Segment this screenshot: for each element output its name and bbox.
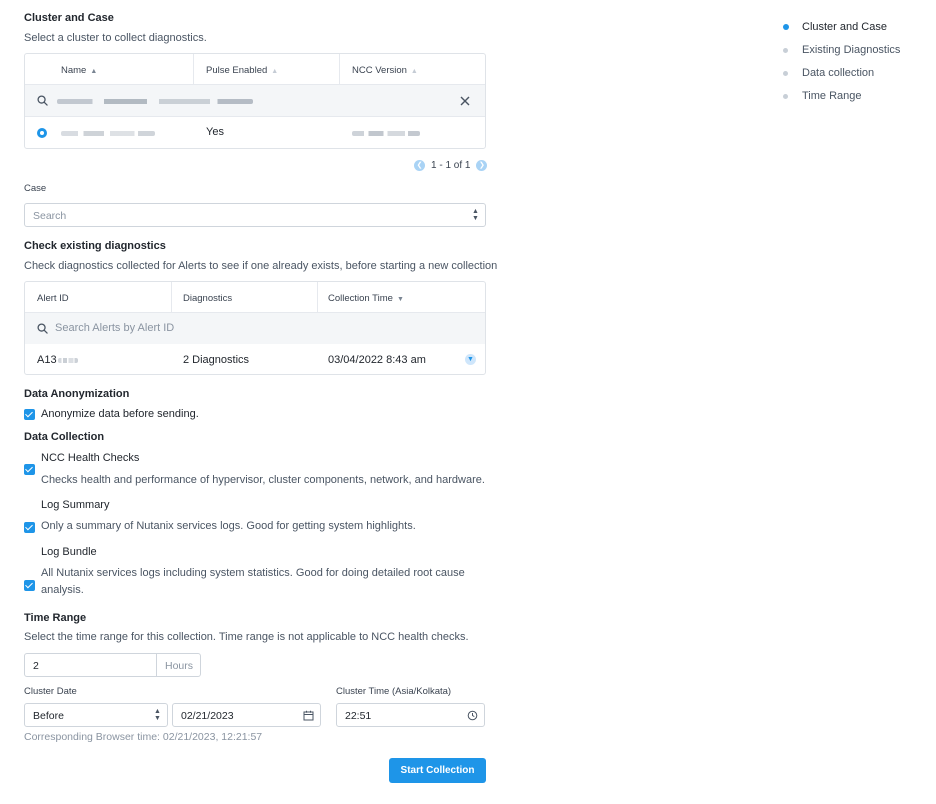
ncc-health-checks-label: NCC Health Checks (41, 452, 140, 464)
section-title-data-collection: Data Collection (24, 431, 105, 443)
section-title-existing: Check existing diagnostics (24, 240, 166, 252)
ncc-health-checks-desc: Checks health and performance of hypervisor, cluster components, network, and hardware. (41, 474, 485, 486)
sort-desc-icon: ▼ (396, 296, 404, 303)
cluster-date-label: Cluster Date (24, 686, 77, 697)
column-divider (193, 54, 194, 85)
column-header-diagnostics[interactable]: Diagnostics (183, 293, 233, 304)
column-header-name[interactable]: Name ▲ (61, 65, 98, 76)
cluster-time-input[interactable] (336, 703, 485, 727)
pagination-text: 1 - 1 of 1 (431, 159, 471, 171)
before-after-select[interactable] (24, 703, 168, 727)
alerts-table-header (25, 282, 485, 313)
case-search-select[interactable] (24, 203, 486, 227)
before-after-value: Before (33, 710, 64, 722)
sort-icon: ▲ (271, 68, 279, 75)
column-divider (317, 282, 318, 313)
log-bundle-checkbox[interactable] (24, 580, 35, 591)
section-title-anonymization: Data Anonymization (24, 388, 130, 400)
start-collection-button[interactable]: Start Collection (389, 758, 486, 783)
ncc-health-checks-checkbox[interactable] (24, 464, 35, 475)
column-divider (171, 282, 172, 313)
section-subtitle-cluster-case: Select a cluster to collect diagnostics. (24, 32, 207, 44)
nav-dot (783, 94, 788, 99)
pulse-enabled-value: Yes (206, 126, 224, 138)
time-range-unit: Hours (165, 660, 194, 672)
cluster-search-value-redacted (57, 99, 253, 104)
cluster-time-label: Cluster Time (Asia/Kolkata) (336, 686, 452, 697)
collection-time-cell: 03/04/2022 8:43 am (328, 354, 426, 366)
cluster-name-redacted (61, 131, 155, 136)
cluster-table (24, 53, 486, 149)
log-summary-label: Log Summary (41, 499, 110, 511)
cluster-time-value: 22:51 (345, 710, 372, 722)
pagination (414, 158, 487, 172)
clock-icon[interactable] (467, 710, 478, 721)
browser-time-note: Corresponding Browser time: 02/21/2023, 12:21:57 (24, 731, 263, 743)
sort-icon: ▲ (410, 68, 418, 75)
nav-dot (783, 48, 788, 53)
next-page-icon[interactable]: ❯ (476, 160, 487, 171)
column-divider (339, 54, 340, 85)
table-row[interactable] (25, 344, 485, 375)
select-arrows-icon: ▲ ▼ (472, 208, 479, 222)
cluster-date-input[interactable] (172, 703, 321, 727)
nav-active-dot (783, 24, 789, 30)
alert-id-cell: A13 (37, 354, 78, 366)
log-summary-desc: Only a summary of Nutanix services logs. Good for getting system highlights. (41, 520, 416, 532)
column-header-alert-id[interactable]: Alert ID (37, 293, 69, 304)
cluster-search-row[interactable] (25, 85, 485, 117)
search-icon (37, 95, 48, 106)
table-row[interactable] (25, 117, 485, 149)
search-icon (37, 323, 48, 334)
column-header-pulse[interactable]: Pulse Enabled ▲ (206, 65, 279, 76)
cluster-date-value: 02/21/2023 (181, 710, 234, 722)
ncc-version-redacted (352, 131, 420, 136)
case-label: Case (24, 183, 47, 194)
nav-dot (783, 71, 788, 76)
alert-search-placeholder: Search Alerts by Alert ID (55, 322, 175, 334)
alert-search-row[interactable] (25, 313, 485, 344)
time-range-input-group (24, 653, 201, 677)
alerts-table (24, 281, 486, 375)
log-bundle-desc: All Nutanix services logs including system statistics. Good for doing detailed root cause (41, 567, 465, 579)
section-title-time-range: Time Range (24, 612, 87, 624)
log-bundle-desc-cont: analysis. (41, 584, 84, 596)
column-header-ncc[interactable]: NCC Version ▲ (352, 65, 418, 76)
column-header-collection-time[interactable]: Collection Time ▼ (328, 293, 404, 304)
section-title-cluster-case: Cluster and Case (24, 12, 114, 24)
alert-id-redacted (58, 358, 78, 363)
cluster-radio-selected[interactable] (37, 128, 47, 138)
anonymize-checkbox[interactable] (24, 409, 35, 420)
input-addon-divider (156, 654, 157, 676)
case-placeholder: Search (33, 210, 67, 222)
diagnostics-cell: 2 Diagnostics (183, 354, 250, 366)
time-range-value-input[interactable]: 2 (33, 660, 39, 672)
expand-row-icon[interactable]: ▼ (465, 354, 476, 365)
prev-page-icon[interactable]: ❮ (414, 160, 425, 171)
sort-asc-icon: ▲ (90, 68, 98, 75)
calendar-icon[interactable] (303, 710, 314, 721)
select-arrows-icon: ▲ ▼ (154, 708, 161, 722)
section-subtitle-existing: Check diagnostics collected for Alerts to see if one already exists, before starting a new collection (24, 260, 498, 272)
section-subtitle-time-range: Select the time range for this collection. Time range is not applicable to NCC health checks. (24, 631, 469, 643)
cluster-table-header (25, 54, 485, 85)
log-bundle-label: Log Bundle (41, 546, 97, 558)
log-summary-checkbox[interactable] (24, 522, 35, 533)
anonymize-label: Anonymize data before sending. (41, 408, 199, 420)
clear-icon[interactable] (460, 96, 470, 106)
